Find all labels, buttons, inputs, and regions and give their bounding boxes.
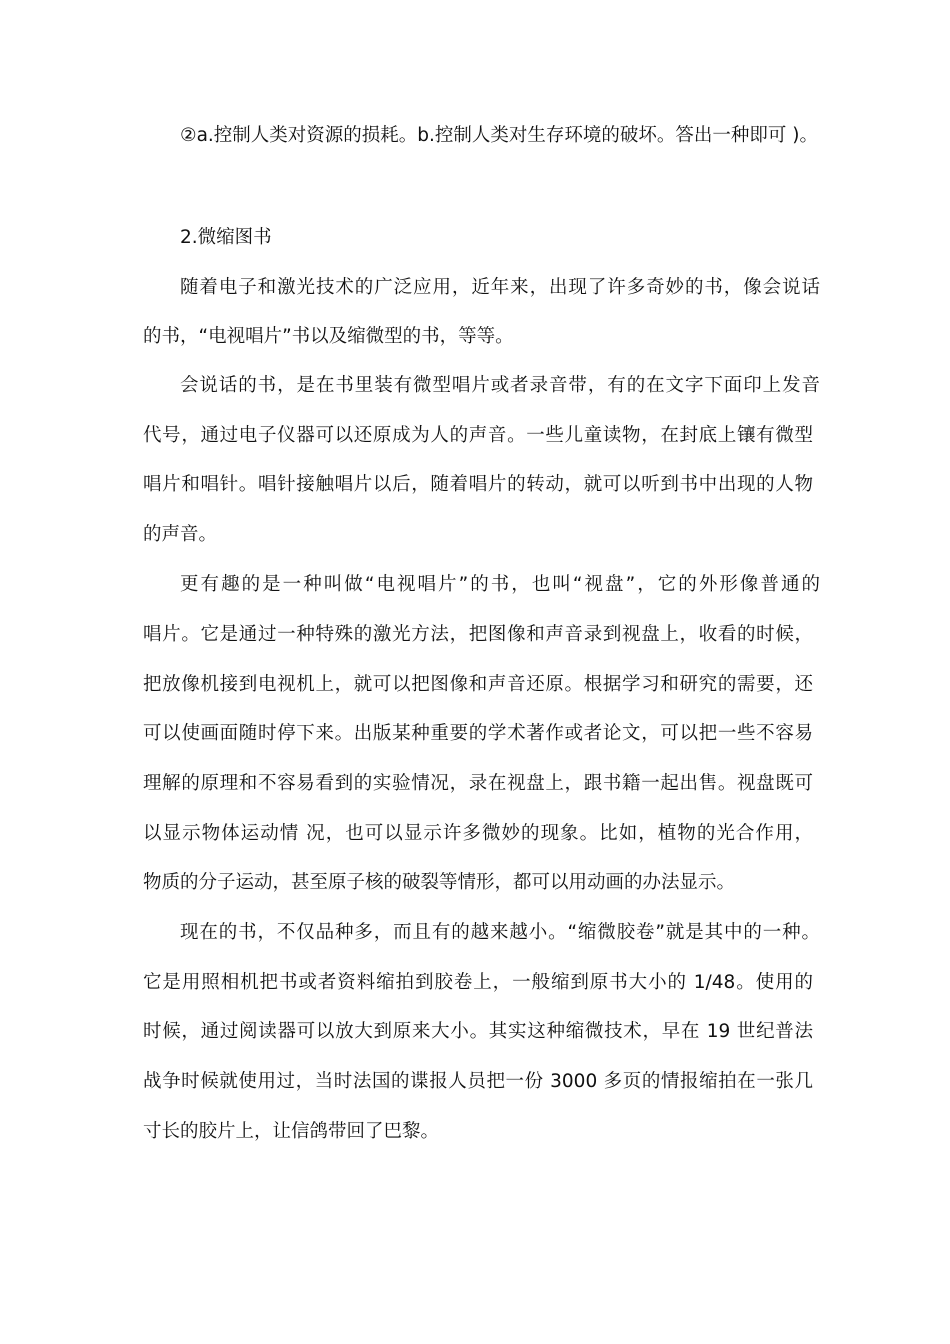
paragraph-line: 更有趣的是一种叫做“电视唱片”的书，也叫“视盘”，它的外形像普通的 [180,574,820,595]
paragraph-line: 的声音。 [143,524,218,545]
paragraph-line: 的书，“电视唱片”书以及缩微型的书，等等。 [143,326,514,347]
paragraph-line: 物质的分子运动，甚至原子核的破裂等情形，都可以用动画的办法显示。 [143,872,736,893]
paragraph-line: 唱片。它是通过一种特殊的激光方法，把图像和声音录到视盘上，收看的时候， [143,624,813,645]
paragraph-line: 它是用照相机把书或者资料缩拍到胶卷上，一般缩到原书大小的 1/48。使用的 [143,972,813,993]
paragraph-line: 可以使画面随时停下来。出版某种重要的学术著作或者论文，可以把一些不容易 [143,723,813,744]
paragraph-line: 战争时候就使用过，当时法国的谍报人员把一份 3000 多页的情报缩拍在一张几 [143,1071,813,1092]
paragraph-line: 唱片和唱针。唱针接触唱片以后，随着唱片的转动，就可以听到书中出现的人物 [143,474,813,495]
paragraph-line: 随着电子和激光技术的广泛应用，近年来，出现了许多奇妙的书，像会说话 [180,277,820,298]
paragraph-line: 时候，通过阅读器可以放大到原来大小。其实这种缩微技术，早在 19 世纪普法 [143,1021,813,1042]
paragraph-line: 把放像机接到电视机上，就可以把图像和声音还原。根据学习和研究的需要，还 [143,674,813,695]
paragraph-line: 理解的原理和不容易看到的实验情况，录在视盘上，跟书籍一起出售。视盘既可 [143,773,813,794]
paragraph-line: 会说话的书，是在书里装有微型唱片或者录音带，有的在文字下面印上发音 [180,375,820,396]
paragraph-line: 寸长的胶片上，让信鸽带回了巴黎。 [143,1121,440,1142]
answer-line: ②a.控制人类对资源的损耗。b.控制人类对生存环境的破坏。答出一种即可 )。 [180,125,819,146]
paragraph-line: 代号，通过电子仪器可以还原成为人的声音。一些儿童读物，在封底上镶有微型 [143,425,813,446]
paragraph-line: 以显示物体运动情 况，也可以显示许多微妙的现象。比如，植物的光合作用， [143,823,813,844]
paragraph-line: 现在的书，不仅品种多，而且有的越来越小。“缩微胶卷”就是其中的一种。 [180,922,820,943]
section-heading: 2.微缩图书 [180,227,272,248]
